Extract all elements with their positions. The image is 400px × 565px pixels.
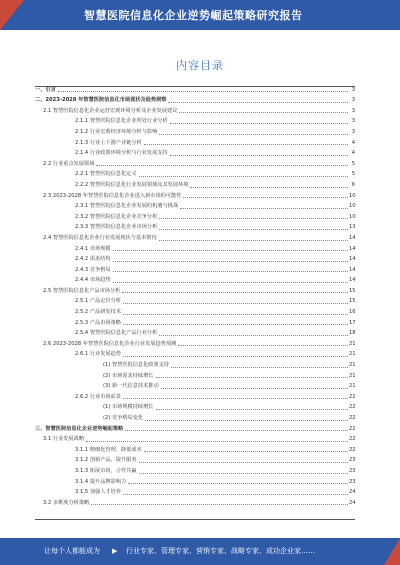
toc-entry-page: 14 [349, 266, 356, 273]
toc-entry-page: 5 [351, 160, 355, 167]
toc-leader-dots [113, 261, 348, 262]
toc-leader-dots [144, 451, 348, 452]
toc-leader-dots [171, 367, 348, 368]
toc-leader-dots [113, 282, 348, 283]
toc-entry-title: 2.4.1 市场规模 [75, 245, 111, 252]
toc-leader-dots [96, 165, 348, 166]
toc-entry-page: 14 [349, 234, 356, 241]
toc-leader-dots [139, 462, 348, 463]
toc-entry[interactable] [35, 391, 355, 402]
toc-entry-title: (3) 新一代信息技术推动 [103, 383, 159, 390]
toc-leader-dots [170, 123, 348, 124]
toc-leader-dots [156, 377, 349, 378]
toc-entry[interactable] [35, 465, 355, 476]
toc-entry-title: (1) 市场规模持续增长 [103, 404, 154, 411]
toc-entry-page: 22 [349, 404, 356, 411]
toc-entry-title: 3.1.5 加强人才培养 [75, 489, 121, 496]
toc-entry-title: 三、智慧医院信息化企业逆势崛起策略 [35, 425, 124, 432]
toc-entry[interactable] [35, 105, 355, 116]
toc-entry-page: 14 [349, 256, 356, 263]
toc-entry-title: 2.4.3 竞争格局 [75, 266, 111, 273]
toc-entry-title: 2.3.2 智慧医院信息化企业竞争分析 [75, 213, 158, 220]
toc-entry[interactable] [35, 455, 355, 466]
toc-entry[interactable] [35, 402, 355, 413]
toc-entry-page: 21 [349, 362, 356, 369]
toc-leader-dots [159, 134, 348, 135]
toc-entry[interactable] [35, 190, 355, 201]
toc-leader-dots [144, 144, 348, 145]
toc-entry[interactable] [35, 296, 355, 307]
header-corner-decoration [0, 0, 24, 30]
toc-entry-page: 21 [349, 372, 356, 379]
toc-entry[interactable] [35, 370, 355, 381]
footer-slogan-left: 让每个人都能成为 [44, 547, 100, 555]
toc-entry[interactable] [35, 423, 355, 434]
toc-entry-page: 15 [349, 287, 356, 294]
toc-entry[interactable] [35, 497, 355, 508]
footer-slogan-right: 行业专家、管理专家、营销专家、战略专家、成功企业家…… [126, 547, 315, 555]
toc-leader-dots [139, 176, 348, 177]
toc-leader-dots [123, 303, 348, 304]
toc-entry-page: 4 [351, 150, 355, 157]
toc-entry[interactable] [35, 306, 355, 317]
toc-entry-title: 二、2023-2028 年智慧医院信息化市场现状及趋势洞察 [35, 97, 167, 104]
toc-entry[interactable] [35, 179, 355, 190]
toc-leader-dots [113, 250, 348, 251]
toc-entry[interactable] [35, 148, 355, 159]
toc-entry-title: 3.1.1 精细化管理、降低成本 [75, 446, 142, 453]
toc-entry[interactable] [35, 222, 355, 233]
toc-leader-dots [190, 187, 348, 188]
toc-entry-title: 2.1 智慧医院信息化企业运营宏观环境分析及企业发展建议 [43, 107, 178, 114]
toc-entry[interactable] [35, 444, 355, 455]
toc-entry-page: 14 [349, 277, 356, 284]
toc-leader-dots [159, 229, 348, 230]
toc-entry-title: 3.1.2 创新产品，提升服务 [75, 457, 137, 464]
toc-leader-dots [168, 102, 348, 103]
toc-entry-page: 22 [349, 415, 356, 421]
toc-entry-page: 14 [349, 245, 356, 252]
toc-bottom-rule [35, 519, 355, 520]
toc-entry-title: (2) 市场需求持续增长 [103, 372, 154, 379]
toc-entry-page: 21 [349, 351, 356, 358]
toc-entry-page: 23 [349, 467, 356, 474]
toc-entry-title: (2) 竞争格局变化 [103, 415, 144, 421]
toc-leader-dots [122, 292, 348, 293]
toc-entry[interactable] [35, 243, 355, 254]
toc-leader-dots [178, 345, 348, 346]
toc-entry-title: 2.1.1 智慧医院信息化企业所处行业分析 [75, 118, 168, 125]
toc-entry-title: (1) 智慧医院信息化政策支持 [103, 362, 170, 369]
toc-entry-title: 2.5.2 产品研发技术 [75, 309, 121, 316]
toc-leader-dots [123, 356, 348, 357]
toc-entry-page: 24 [349, 489, 356, 496]
toc-entry-page: 21 [349, 383, 356, 390]
toc-leader-dots [91, 504, 348, 505]
toc-entry[interactable] [35, 84, 355, 95]
toc-entry-page: 22 [349, 436, 356, 443]
toc-entry-page: 18 [349, 330, 356, 337]
toc-entry-page: 21 [349, 340, 356, 347]
toc-leader-dots [170, 155, 348, 156]
toc-entry-title: 2.3.1 智慧医院信息化企业发展的机遇与挑战 [75, 203, 179, 210]
toc-leader-dots [86, 441, 348, 442]
toc-entry-page: 22 [349, 425, 356, 432]
toc-entry[interactable] [35, 338, 355, 349]
toc-entry[interactable] [35, 95, 355, 106]
toc-entry-title: 2.5.1 产品定位分析 [75, 298, 121, 305]
toc-entry[interactable] [35, 487, 355, 498]
toc-entry-page: 24 [349, 499, 356, 506]
toc-entry-title: 2.6.2 行业市场前景 [75, 393, 121, 400]
toc-entry-page: 17 [349, 319, 356, 326]
toc-leader-dots [183, 197, 348, 198]
toc-entry-page: 3 [351, 118, 355, 125]
toc-leader-dots [161, 388, 348, 389]
toc-entry-page: 22 [349, 393, 356, 400]
toc-entry[interactable] [35, 412, 355, 423]
toc-entry-page: 13 [349, 224, 356, 231]
toc-entry[interactable] [35, 126, 355, 137]
toc-entry-title: 3.1.3 拓展市场，合作共赢 [75, 467, 137, 474]
toc-entry[interactable] [35, 137, 355, 148]
toc-entry-page: 10 [349, 203, 356, 210]
toc-entry[interactable] [35, 211, 355, 222]
toc-entry-title: 2.5.3 产品市场策略 [75, 319, 121, 326]
toc-entry-title: 2.3 2023-2028 年智慧医院信息化企业进入新市场的可能性 [43, 192, 182, 199]
toc-entry[interactable] [35, 254, 355, 265]
toc-entry-page: 3 [351, 86, 355, 93]
toc-entry-title: 2.2.1 智慧医院信息化定义 [75, 171, 137, 178]
toc-entry-title: 2.6 2023-2028 年智慧医院信息化企业行业发展趋势预测 [43, 340, 177, 347]
toc-leader-dots [123, 494, 348, 495]
toc-entry[interactable] [35, 201, 355, 212]
toc-entry-title: 3.2 多维度分析策略 [43, 499, 90, 506]
toc-entry-title: 3.1.4 提升品牌影响力 [75, 478, 127, 485]
toc-leader-dots [123, 324, 348, 325]
toc-leader-dots [139, 473, 348, 474]
toc-entry-title: 2.2.2 智慧医院信息化行业发展领域及其发展环境 [75, 181, 189, 188]
toc-entry-page: 3 [351, 107, 355, 114]
toc-entry[interactable] [35, 349, 355, 360]
footer-corner-decoration [384, 538, 400, 565]
toc-leader-dots [159, 240, 348, 241]
toc-entry[interactable] [35, 317, 355, 328]
toc-entry-title: 2.4 智慧医院信息化企业行业发展现状与基本情况 [43, 234, 157, 241]
toc-entry-page: 3 [351, 97, 355, 104]
toc-entry-title: 一、引言 [35, 86, 56, 93]
toc-entry[interactable] [35, 169, 355, 180]
toc-entry[interactable] [35, 476, 355, 487]
toc-entry-title: 2.4.4 市场趋势 [75, 277, 111, 284]
toc-entry-title: 2.4.2 需求结构 [75, 256, 111, 263]
toc-entry-page: 23 [349, 478, 356, 485]
toc-entry-title: 2.5.4 智慧医院信息化产品行业分析 [75, 330, 158, 337]
toc-entry[interactable] [35, 158, 355, 169]
toc-entry[interactable] [35, 116, 355, 127]
toc-entry-title: 2.1.3 行业上下游产业链分析 [75, 139, 142, 146]
toc-entry-page: 22 [349, 446, 356, 453]
toc-entry[interactable] [35, 264, 355, 275]
toc-leader-dots [145, 420, 348, 421]
toc-leader-dots [156, 409, 349, 410]
table-of-contents [35, 84, 355, 508]
toc-entry-title: 2.6.1 行业发展趋势 [75, 351, 121, 358]
toc-entry-title: 2.2 行业重点发展领域 [43, 160, 95, 167]
toc-entry-title: 2.5 智慧医院信息化产品市场分析 [43, 287, 121, 294]
toc-entry-page: 3 [351, 128, 355, 135]
toc-leader-dots [113, 271, 348, 272]
toc-entry-page: 23 [349, 457, 356, 464]
toc-leader-dots [123, 314, 348, 315]
toc-heading: 内容目录 [176, 59, 224, 72]
toc-leader-dots [58, 91, 348, 92]
toc-leader-dots [123, 398, 348, 399]
toc-leader-dots [159, 335, 348, 336]
toc-leader-dots [180, 208, 348, 209]
toc-entry[interactable] [35, 359, 355, 370]
footer-arrow-icon: ▶ [112, 547, 118, 555]
toc-entry-page: 10 [349, 192, 356, 199]
page-footer [0, 538, 400, 565]
toc-entry[interactable] [35, 275, 355, 286]
page-header [0, 0, 400, 30]
toc-entry-title: 2.3.3 智慧医院信息化企业市场分析 [75, 224, 158, 231]
toc-leader-dots [179, 112, 348, 113]
toc-entry[interactable] [35, 232, 355, 243]
report-title: 智慧医院信息化企业逆势崛起策略研究报告 [84, 9, 303, 22]
toc-entry[interactable] [35, 434, 355, 445]
toc-entry-page: 4 [351, 139, 355, 146]
toc-entry-title: 2.1.4 行业政策环境分析与行业发展支持 [75, 150, 168, 157]
toc-entry[interactable] [35, 381, 355, 392]
toc-leader-dots [125, 430, 348, 431]
toc-entry-title: 3.1 行业发展战略 [43, 436, 85, 443]
toc-entry[interactable] [35, 285, 355, 296]
toc-entry-title: 2.1.2 行业宏观经济环境分析与影响 [75, 128, 158, 135]
toc-entry-page: 10 [349, 213, 356, 220]
toc-entry-page: 16 [349, 309, 356, 316]
toc-entry[interactable] [35, 328, 355, 339]
toc-entry-page: 5 [351, 171, 355, 178]
toc-entry-page: 15 [349, 298, 356, 305]
toc-entry-page: 6 [351, 181, 355, 188]
toc-leader-dots [159, 218, 348, 219]
toc-leader-dots [128, 483, 348, 484]
